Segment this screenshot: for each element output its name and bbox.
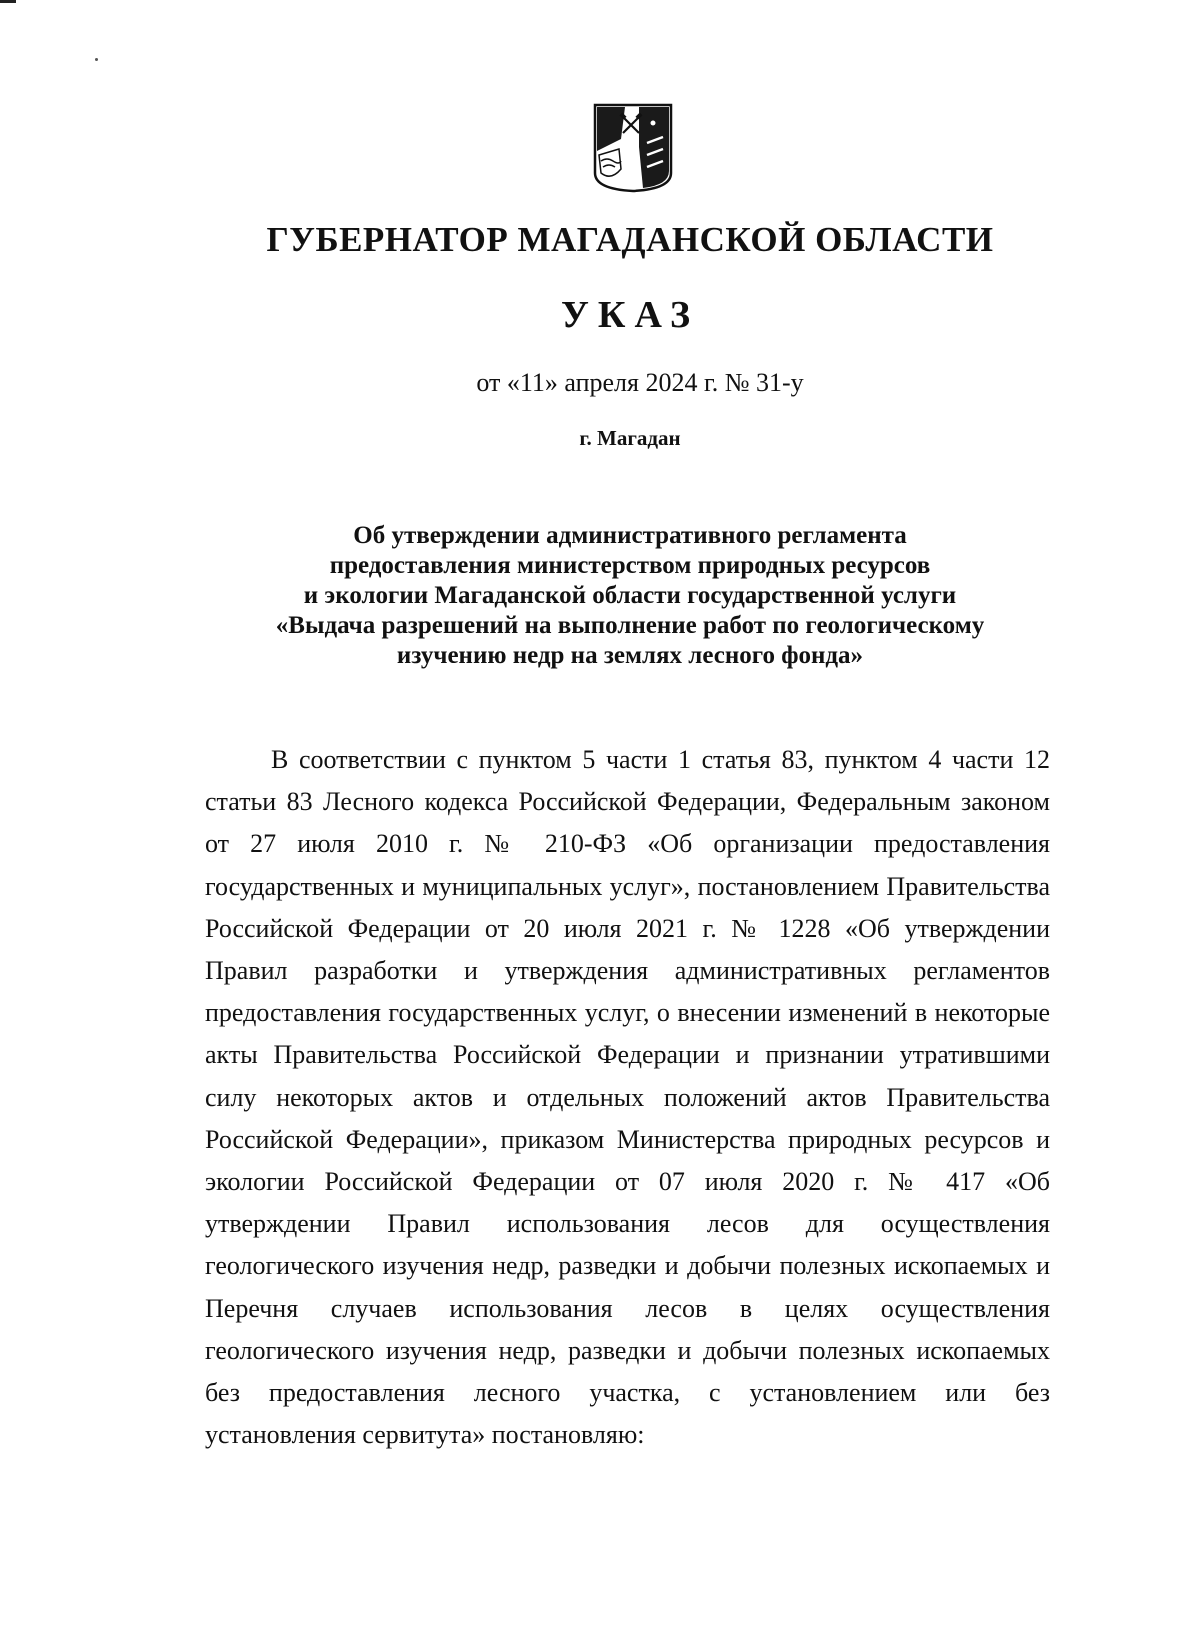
- document-type: УКАЗ: [561, 294, 699, 336]
- heading-line: и экологии Магаданской области государственной услуги: [303, 582, 957, 609]
- issuer-title: ГУБЕРНАТОР МАГАДАНСКОЙ ОБЛАСТИ: [266, 220, 994, 259]
- heading-line: предоставления министерством природных ресурсов: [329, 552, 931, 579]
- scan-artifact-dot: [95, 58, 98, 61]
- heading-line: изучению недр на землях лесного фонда»: [396, 642, 864, 669]
- date-and-number: от «11» апреля 2024 г. № 31-у: [476, 368, 804, 397]
- scan-artifact-mark: [0, 0, 16, 3]
- heading-line: Об утверждении административного регламента: [353, 522, 907, 549]
- heading-line: «Выдача разрешений на выполнение работ по геологическому: [275, 612, 985, 639]
- coat-of-arms-icon: [593, 103, 673, 193]
- body-paragraph: В соответствии с пунктом 5 части 1 статья 83, пунктом 4 части 12 статьи 83 Лесного кодекса Российской Федерации, Федеральным законом от 27 июля 2010 г. № 210-ФЗ «Об организации предоставления государственных и муниципальных услуг», постановлением Правительства Российской Федерации от 20 июля 2021 г. № 1228 «Об утверждении Правил разработки и утверждения административных регламентов предоставления государственных услуг, о внесении изменений в некоторые акты Правительства Российской Федерации и признании утратившими силу некоторых актов и отдельных положений актов Правительства Российской Федерации», приказом Министерства природных ресурсов и экологии Российской Федерации от 07 июля 2020 г. № 417 «Об утверждении Правил использования лесов для осуществления геологического изучения недр, разведки и добычи полезных ископаемых и Перечня случаев использования лесов в целях осуществления геологического изучения недр, разведки и добычи полезных ископаемых без предоставления лесного участка, с установлением или без установления сервитута» постановляю:: [205, 745, 1050, 1450]
- decree-heading: [180, 521, 1080, 671]
- city-name: г. Магадан: [579, 426, 681, 450]
